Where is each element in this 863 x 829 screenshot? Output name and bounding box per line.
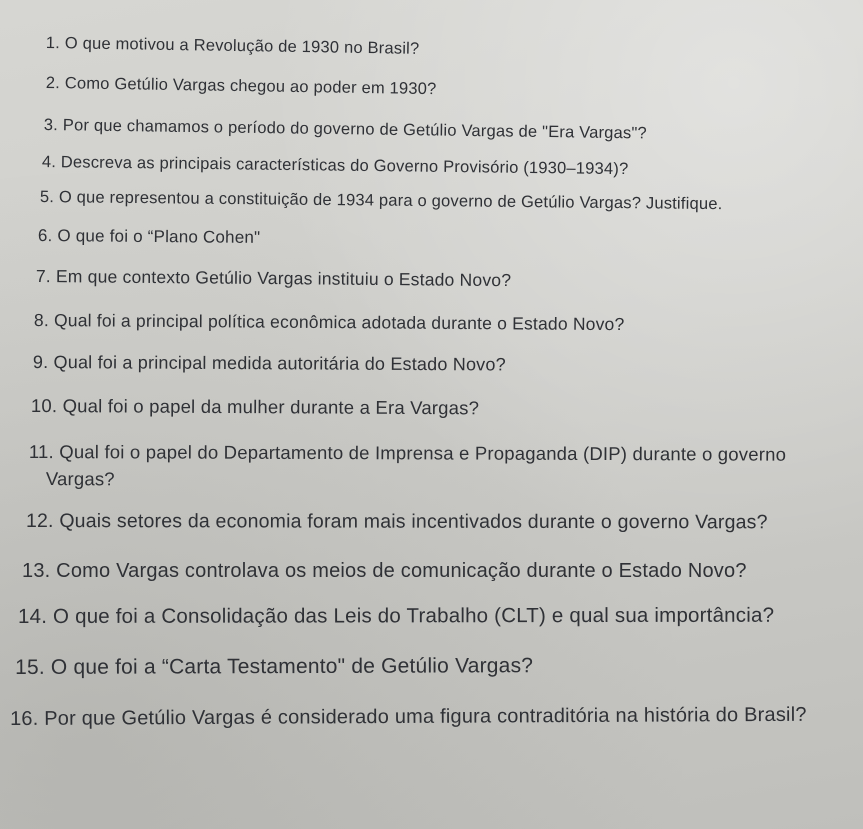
question-text: Em que contexto Getúlio Vargas instituiu o Estado Novo? [55,266,512,291]
question-9 [33,352,506,375]
question-number: 6. [37,226,53,246]
question-text: Como Vargas controlava os meios de comunicação durante o Estado Novo? [56,560,747,582]
question-1 [46,34,420,59]
question-3 [44,116,647,143]
question-number: 8. [33,310,49,331]
question-number: 10. [30,395,58,417]
question-line-2 [29,465,786,495]
question-number: 15. [15,655,45,679]
question-text: Qual foi a principal política econômica adotada durante o Estado Novo? [53,310,625,335]
question-8 [34,310,625,335]
question-text: O que foi a Consolidação das Leis do Trabalho (CLT) e qual sua importância? [53,603,775,628]
question-5 [40,188,723,214]
question-text: O que foi o “Plano Cohen" [57,226,261,247]
question-text: Quais setores da economia foram mais incentivados durante o governo Vargas? [59,510,768,534]
question-text: Qual foi a principal medida autoritária do Estado Novo? [53,352,506,375]
question-number: 5. [39,188,55,207]
question-number: 1. [45,34,61,53]
question-12 [26,510,768,534]
question-number: 3. [43,116,59,135]
question-number: 16. [10,707,39,730]
question-text: O que motivou a Revolução de 1930 no Brasil? [64,34,420,58]
question-number: 7. [35,266,51,287]
question-line-1 [29,438,786,468]
question-number: 13. [22,560,51,582]
question-number: 11. [28,440,54,463]
question-text: Por que chamamos o período do governo de Getúlio Vargas de "Era Vargas"? [62,116,648,143]
question-text: O que foi a “Carta Testamento" de Getúlio Vargas? [50,654,534,679]
question-number: 4. [41,153,57,172]
question-2 [46,74,437,99]
question-10 [31,395,479,419]
question-number: 14. [18,604,48,628]
question-13 [22,560,747,583]
question-15 [15,654,533,680]
question-number: 12. [25,510,54,533]
question-11 [29,438,786,495]
question-number: 9. [32,352,49,373]
question-text: Por que Getúlio Vargas é considerado uma figura contraditória na história do Brasil? [44,703,807,730]
question-text: Qual foi o papel da mulher durante a Era Vargas? [62,395,480,419]
question-text: Descreva as principais características do Governo Provisório (1930–1934)? [60,153,629,179]
question-number: 2. [45,74,61,93]
question-text: Como Getúlio Vargas chegou ao poder em 1930? [64,74,437,99]
question-6 [38,226,261,248]
question-4 [42,153,629,179]
question-text-continued: Vargas? [45,468,115,490]
question-14 [18,604,774,629]
question-text: O que representou a constituição de 1934 para o governo de Getúlio Vargas? Justifique. [58,188,723,214]
question-16 [10,704,807,731]
question-7 [36,266,511,291]
question-text: Qual foi o papel do Departamento de Imprensa e Propaganda (DIP) durante o governo [59,441,787,465]
